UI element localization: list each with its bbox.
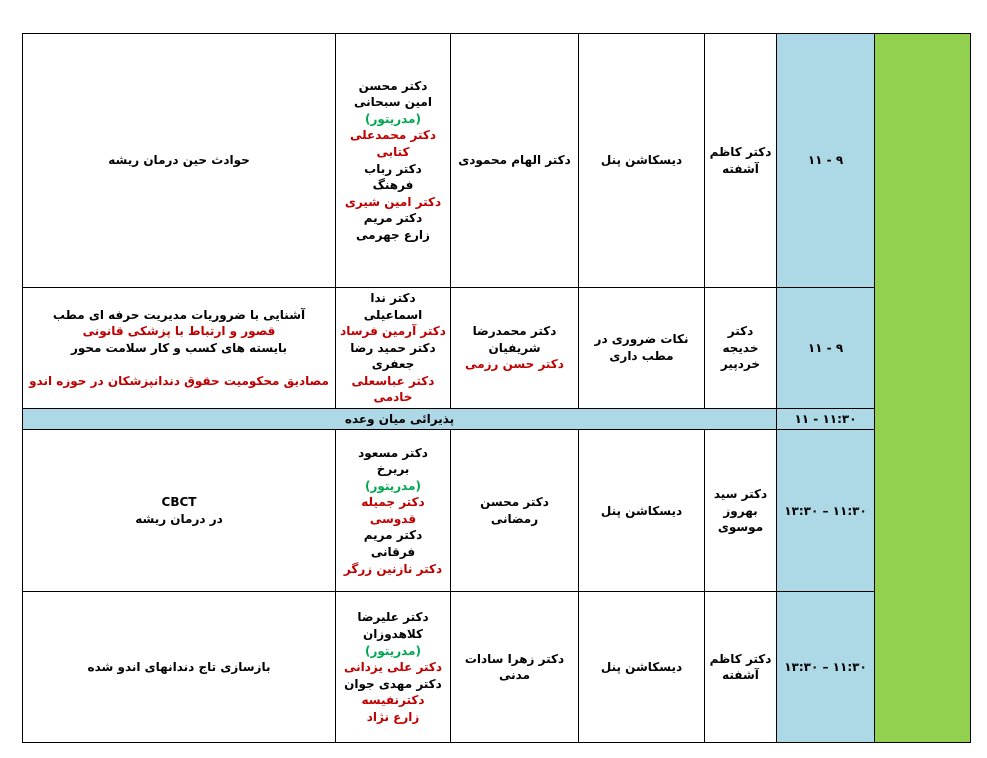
speaker-cell (451, 592, 579, 743)
panelists-cell (336, 592, 451, 743)
time-cell (777, 592, 875, 743)
speaker-cell (451, 34, 579, 288)
time-cell (777, 430, 875, 592)
type-cell (579, 430, 705, 592)
cell-line: کتابی (376, 144, 410, 159)
cell-line: دکتر الهام محمودی (458, 153, 571, 168)
side-color-bar (875, 34, 971, 743)
break-time: ۱۱ - ۱۱:۳۰ (794, 411, 857, 426)
cell-line: دکتر محسن (358, 78, 428, 93)
cell-line: امین سبحانی (354, 95, 432, 110)
break-label: پذیرائی میان وعده (344, 411, 455, 426)
cell-line (27, 356, 331, 373)
time-cell (777, 288, 875, 409)
cell-line: دکتر کاظم (709, 144, 772, 159)
cell-line: دکتر مسعود بریرخ (358, 445, 428, 477)
cell-line: دکتر زهرا سادات مدنی (464, 651, 565, 683)
cell-line: (مدریتور) (364, 478, 422, 493)
session-type: دیسکاشن پنل (600, 503, 683, 518)
cell-line: شریفیان (488, 340, 541, 355)
cell-line: زارع نژاد (366, 709, 420, 724)
session-time: ۱۳:۳۰ – ۱۱:۳۰ (784, 503, 867, 518)
cell-line: دکتر مریم (363, 211, 423, 226)
cell-line: دکتر حسن رزمی (465, 357, 564, 372)
cell-line: (مدریتور) (364, 643, 422, 658)
cell-line: دکتر عباسعلی (351, 373, 435, 388)
cell-line: خردپیر (720, 357, 761, 372)
cell-line: دکتر (727, 324, 754, 339)
break-row (23, 408, 971, 430)
cell-line: مصادیق محکومیت حقوق دندانپزشکان در حوزه اندو (29, 373, 329, 388)
cell-line: آشفته (722, 668, 759, 683)
cell-line: دکتر نازنین زرگر (343, 561, 443, 576)
break-label-cell (23, 408, 777, 430)
cell-line: دکترنفیسه (361, 693, 425, 708)
speaker-cell (451, 430, 579, 592)
panelists-cell (336, 430, 451, 592)
session-type: دیسکاشن پنل (600, 153, 683, 168)
cell-line: جعفری (371, 357, 415, 372)
moderator-cell (705, 430, 777, 592)
session-row-1 (23, 34, 971, 288)
type-cell (579, 288, 705, 409)
cell-line: خدیجه (722, 340, 759, 355)
type-cell (579, 34, 705, 288)
cell-line: فرهنگ (372, 178, 414, 193)
cell-line: دکتر علی یزدانی (344, 660, 442, 675)
cell-line: (مدریتور) (364, 111, 422, 126)
topic-cell (23, 592, 336, 743)
cell-line: خادمی (373, 390, 413, 405)
time-cell (777, 34, 875, 288)
type-cell (579, 592, 705, 743)
cell-line: دکتر ندا اسماعیلی (363, 291, 423, 322)
panelists-cell (336, 34, 451, 288)
panelists-cell (336, 288, 451, 409)
cell-line: بهروز (723, 503, 758, 518)
session-time: ۱۳:۳۰ – ۱۱:۳۰ (784, 660, 867, 675)
cell-line: دکتر جمیله قدوسی (361, 495, 425, 526)
break-time-cell (777, 408, 875, 430)
cell-line: حوادث حین درمان ریشه (108, 153, 250, 168)
cell-line: دکتر مهدی جوان (344, 676, 442, 691)
moderator-cell (705, 34, 777, 288)
topic-cell (23, 34, 336, 288)
session-time: ۱۱ - ۹ (807, 340, 844, 355)
cell-line: بازسازی تاج دندانهای اندو شده (87, 660, 271, 675)
topic-cell (23, 288, 336, 409)
moderator-cell (705, 592, 777, 743)
speaker-cell (451, 288, 579, 409)
cell-line: موسوی (717, 520, 764, 535)
cell-line: دکتر سید (713, 487, 768, 502)
cell-line: آشنایی با ضروریات مدیریت حرفه ای مطب (52, 307, 306, 322)
session-type: دیسکاشن پنل (600, 660, 683, 675)
cell-line: دکتر رباب (364, 161, 422, 176)
session-time: ۱۱ - ۹ (807, 153, 844, 168)
cell-line: دکتر محمدعلی (350, 128, 436, 143)
cell-line: دکتر حمید رضا (350, 340, 436, 355)
cell-line: کلاهدوزان (362, 627, 424, 641)
cell-line: دکتر مریم فرقانی (363, 528, 423, 559)
session-type: نکات ضروری در مطب داری (594, 332, 689, 363)
cell-line: CBCT (161, 495, 197, 510)
session-row-2 (23, 288, 971, 409)
cell-line: در درمان ریشه (135, 511, 223, 526)
cell-line: آشفته (722, 161, 759, 176)
cell-line: بایسته های کسب و کار سلامت محور (70, 340, 288, 355)
cell-line: دکتر علیرضا (357, 610, 429, 625)
moderator-cell (705, 288, 777, 409)
topic-cell (23, 430, 336, 592)
cell-line: دکتر کاظم (709, 651, 772, 666)
cell-line: دکتر محسن رمضانی (480, 495, 549, 526)
cell-line: دکتر آرمین فرساد (340, 324, 446, 339)
cell-line: زارع جهرمی (356, 227, 430, 242)
cell-line: دکتر محمدرضا (472, 324, 557, 339)
cell-line: دکتر امین شیری (344, 194, 442, 209)
session-row-4 (23, 592, 971, 743)
cell-line: قصور و ارتباط با پزشکی قانونی (82, 324, 276, 339)
schedule-table (22, 33, 971, 743)
session-row-3 (23, 430, 971, 592)
